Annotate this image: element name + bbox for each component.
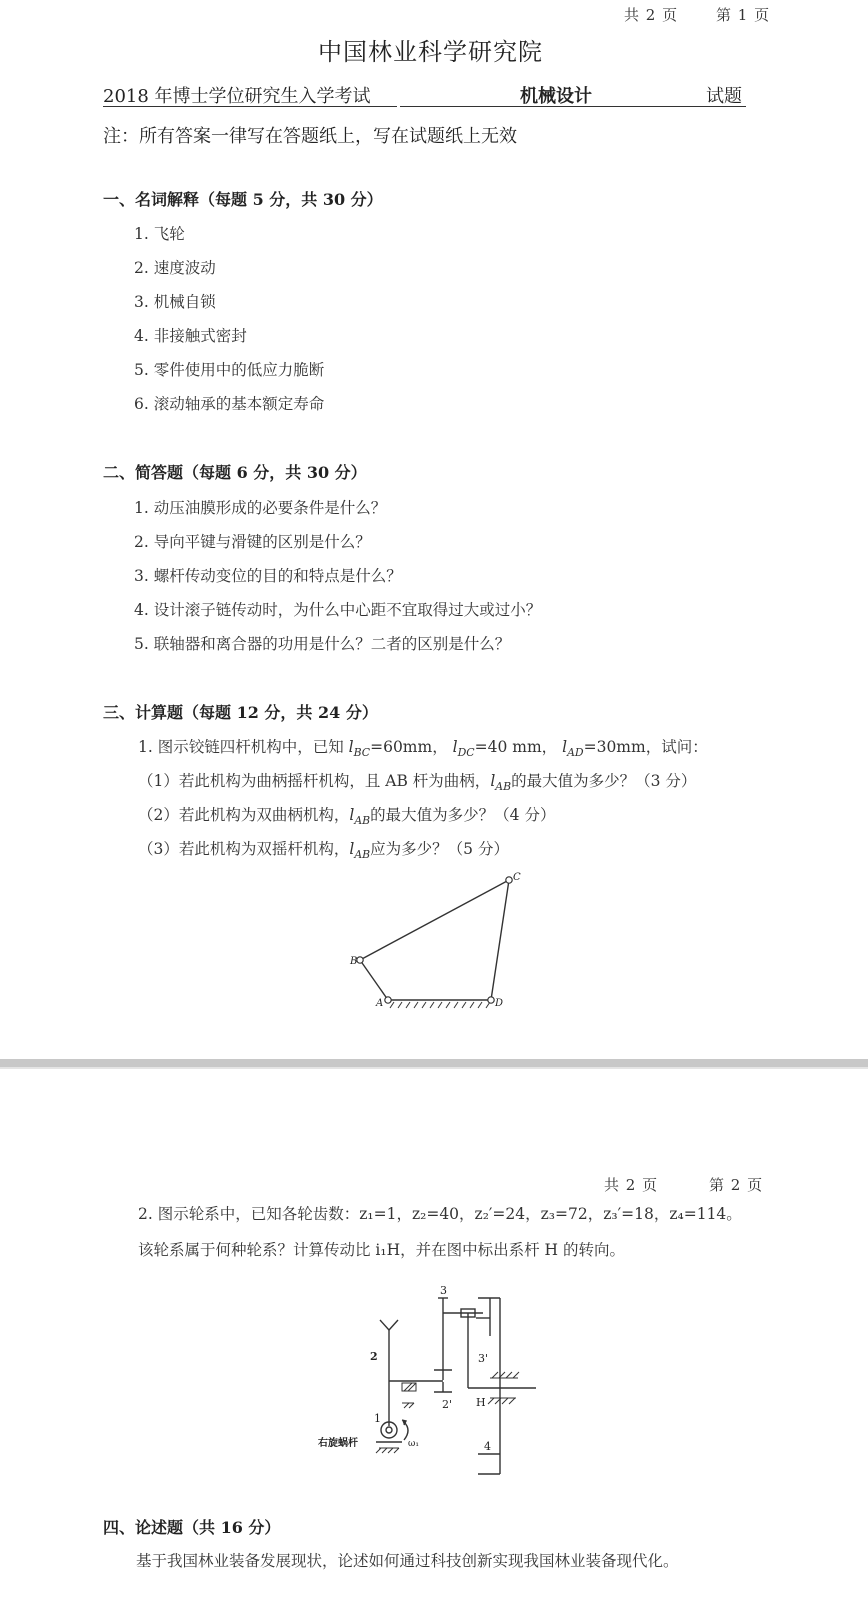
label-gear-4: 4	[484, 1440, 491, 1453]
exam-line-right: 试题	[706, 86, 742, 107]
exam-subject: 机械设计	[520, 86, 592, 107]
list-item: 3. 螺杆传动变位的目的和特点是什么？	[134, 567, 402, 585]
joint-d	[488, 997, 494, 1003]
institution-title: 中国林业科学研究院	[318, 38, 543, 66]
link-cd	[491, 880, 509, 1000]
question-2-line-2: 该轮系属于何种轮系？计算传动比 i₁H，并在图中标出系杆 H 的转向。	[138, 1241, 625, 1259]
question-1-part-2: （2）若此机构为双曲柄机构，$l_{AB}$的最大值为多少？（4 分）	[138, 806, 556, 828]
label-gear-2-prime: 2'	[442, 1398, 453, 1411]
page-count: 共 2 页	[624, 6, 679, 24]
page-number: 第 2 页	[709, 1176, 764, 1194]
underline-right	[400, 106, 746, 107]
label-c: C	[513, 872, 521, 883]
page-number: 第 1 页	[716, 6, 771, 24]
label-b: B	[350, 956, 358, 967]
list-item: 4. 设计滚子链传动时，为什么中心距不宜取得过大或过小？	[134, 601, 542, 619]
joint-b	[357, 957, 363, 963]
gear-train-diagram	[318, 1278, 558, 1478]
linkage-diagram	[340, 868, 540, 1018]
label-worm: 右旋蜗杆	[318, 1438, 358, 1449]
label-a: A	[376, 998, 384, 1009]
joint-a	[385, 997, 391, 1003]
label-gear-2: 2	[370, 1350, 378, 1363]
label-carrier-h: H	[476, 1396, 486, 1409]
list-item: 2. 速度波动	[134, 259, 216, 277]
list-item: 5. 零件使用中的低应力脆断	[134, 361, 325, 379]
label-gear-3-prime: 3'	[478, 1352, 489, 1365]
question-2-line-1: 2. 图示轮系中，已知各轮齿数：z₁=1，z₂=40，z₂′=24，z₃=72，z₃′=18，z₄=114。	[138, 1205, 742, 1223]
list-item: 3. 机械自锁	[134, 293, 216, 311]
list-item: 2. 导向平键与滑键的区别是什么？	[134, 533, 371, 551]
question-1-part-1: （1）若此机构为曲柄摇杆机构，且 AB 杆为曲柄，$l_{AB}$的最大值为多少？（3 分）	[138, 772, 697, 794]
section-2-heading: 二、简答题（每题 6 分，共 30 分）	[103, 463, 367, 482]
link-ab	[360, 960, 388, 1000]
underline-left	[103, 106, 397, 107]
list-item: 1. 飞轮	[134, 225, 185, 243]
joint-c	[506, 877, 512, 883]
question-1-part-3: （3）若此机构为双摇杆机构，$l_{AB}$应为多少？（5 分）	[138, 840, 509, 862]
section-4-heading: 四、论述题（共 16 分）	[103, 1518, 281, 1537]
link-bc	[360, 880, 509, 960]
exam-line-left: 2018 年博士学位研究生入学考试	[103, 86, 371, 107]
question-1: 1. 图示铰链四杆机构中，已知 $l_{BC}=60mm$， $l_{DC}=40$ mm， $l_{AD}=30mm$，试问：	[138, 738, 708, 760]
page-separator	[0, 1059, 868, 1067]
bearing-hatch	[376, 1372, 519, 1453]
page-separator-shadow	[0, 1067, 868, 1069]
list-item: 1. 动压油膜形成的必要条件是什么？	[134, 499, 387, 517]
label-gear-3: 3	[440, 1284, 447, 1297]
label-omega: ω₁	[408, 1439, 419, 1449]
label-gear-1: 1	[374, 1412, 381, 1425]
section-1-heading: 一、名词解释（每题 5 分，共 30 分）	[103, 190, 383, 209]
exam-note: 注：所有答案一律写在答题纸上，写在试题纸上无效	[103, 126, 517, 147]
section-3-heading: 三、计算题（每题 12 分，共 24 分）	[103, 703, 378, 722]
list-item: 4. 非接触式密封	[134, 327, 247, 345]
list-item: 5. 联轴器和离合器的功用是什么？二者的区别是什么？	[134, 635, 511, 653]
label-d: D	[495, 998, 504, 1009]
ground-hatch	[390, 1002, 490, 1008]
essay-question: 基于我国林业装备发展现状，论述如何通过科技创新实现我国林业装备现代化。	[136, 1552, 679, 1570]
page-count: 共 2 页	[604, 1176, 659, 1194]
list-item: 6. 滚动轴承的基本额定寿命	[134, 395, 325, 413]
